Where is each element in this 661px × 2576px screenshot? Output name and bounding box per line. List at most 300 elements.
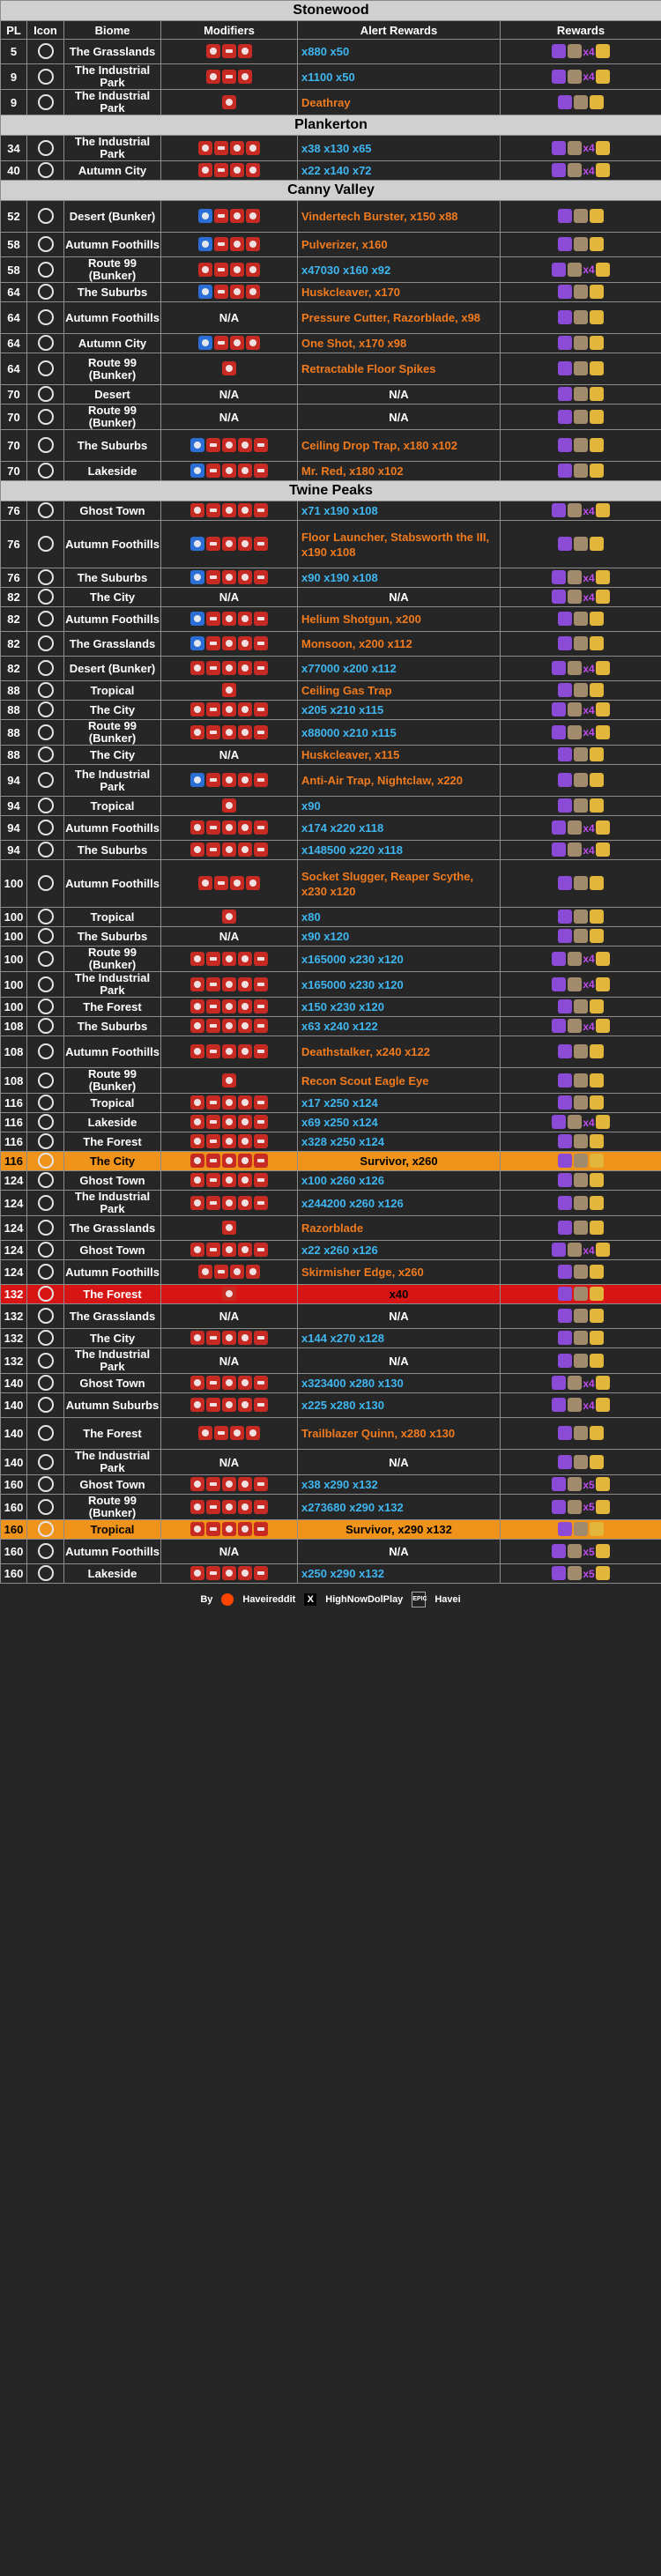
table-row[interactable] — [1, 1132, 661, 1152]
table-row[interactable] — [1, 1171, 661, 1191]
table-row[interactable] — [1, 765, 661, 797]
alert-rewards-cell — [298, 1241, 501, 1260]
table-row[interactable] — [1, 385, 661, 405]
modifier-icon — [190, 636, 204, 650]
modifier-icon — [198, 285, 212, 299]
table-row[interactable] — [1, 1393, 661, 1418]
modifier-icon — [198, 163, 212, 177]
mission-type-icon — [38, 1330, 54, 1346]
mission-type-cell — [27, 1393, 64, 1418]
hero-icon — [574, 464, 588, 478]
modifier-icon — [222, 909, 236, 924]
gold-bar-icon — [590, 1522, 604, 1536]
modifiers-cell — [161, 462, 298, 481]
modifier-icon — [246, 209, 260, 223]
table-row[interactable] — [1, 998, 661, 1017]
modifier-icon — [198, 237, 212, 251]
modifier-icon — [246, 141, 260, 155]
modifiers-cell — [161, 1495, 298, 1520]
mission-type-cell — [27, 1191, 64, 1216]
power-level: 88 — [1, 701, 27, 720]
schematic-icon — [558, 285, 572, 299]
alert-reward-text: x100 x260 x126 — [301, 1174, 384, 1187]
mission-type-cell — [27, 1171, 64, 1191]
modifier-icon — [238, 503, 252, 517]
biome-name: Lakeside — [64, 462, 161, 481]
modifier-icon — [222, 952, 236, 966]
alert-reward-text: Anti-Air Trap, Nightclaw, x220 — [301, 774, 464, 787]
mission-type-icon — [38, 702, 54, 717]
table-row[interactable] — [1, 1304, 661, 1329]
table-row[interactable] — [1, 90, 661, 115]
biome-name: The Industrial Park — [64, 1191, 161, 1216]
modifiers-cell — [161, 1564, 298, 1584]
alert-rewards-cell: N/A — [298, 588, 501, 607]
alert-rewards-cell — [298, 40, 501, 64]
col-icon: Icon — [27, 21, 64, 40]
biome-name: The Industrial Park — [64, 90, 161, 115]
table-row[interactable] — [1, 1374, 661, 1393]
modifier-icon — [206, 1398, 220, 1412]
table-row[interactable] — [1, 927, 661, 947]
power-level: 5 — [1, 40, 27, 64]
gold-bar-icon — [590, 1455, 604, 1469]
schematic-icon — [552, 702, 566, 716]
rewards-cell — [501, 405, 661, 430]
modifier-icon — [222, 1019, 236, 1033]
table-row[interactable] — [1, 1495, 661, 1520]
alert-rewards-cell — [298, 1017, 501, 1036]
modifier-icon — [238, 977, 252, 991]
schematic-icon — [558, 1265, 572, 1279]
modifier-icon — [190, 725, 204, 739]
reward-multiplier: x4 — [583, 703, 595, 716]
modifiers-cell — [161, 568, 298, 588]
modifier-icon — [222, 1196, 236, 1210]
schematic-icon — [558, 1522, 572, 1536]
table-row[interactable] — [1, 1152, 661, 1171]
gold-bar-icon — [590, 773, 604, 787]
table-row[interactable] — [1, 841, 661, 860]
gold-bar-icon — [590, 95, 604, 109]
modifiers-cell — [161, 972, 298, 998]
mission-type-cell — [27, 765, 64, 797]
modifier-icon — [254, 773, 268, 787]
alert-reward-text: Floor Launcher, Stabsworth the III, x190 x108 — [301, 530, 490, 559]
table-row[interactable] — [1, 1260, 661, 1285]
table-row[interactable] — [1, 521, 661, 568]
power-level: 94 — [1, 797, 27, 816]
gold-bar-icon — [590, 929, 604, 943]
mission-type-icon — [38, 1133, 54, 1149]
table-row[interactable] — [1, 1285, 661, 1304]
table-row[interactable] — [1, 701, 661, 720]
hero-icon — [574, 1173, 588, 1187]
mission-type-icon — [38, 1308, 54, 1324]
schematic-icon — [552, 1398, 566, 1412]
modifier-icon — [246, 1426, 260, 1440]
hero-icon — [574, 1426, 588, 1440]
table-row[interactable] — [1, 1475, 661, 1495]
table-row[interactable] — [1, 1036, 661, 1068]
schematic-icon — [558, 410, 572, 424]
table-row[interactable] — [1, 860, 661, 908]
biome-name: The Suburbs — [64, 841, 161, 860]
rewards-cell — [501, 1132, 661, 1152]
mission-type-cell — [27, 607, 64, 632]
modifier-icon — [222, 537, 236, 551]
schematic-icon — [558, 1173, 572, 1187]
table-row[interactable] — [1, 136, 661, 161]
modifier-icon — [222, 95, 236, 109]
modifier-icon — [238, 702, 252, 716]
table-row[interactable] — [1, 816, 661, 841]
alert-rewards-cell — [298, 233, 501, 257]
table-row[interactable] — [1, 1520, 661, 1540]
modifier-icon — [254, 725, 268, 739]
power-level: 124 — [1, 1260, 27, 1285]
table-row[interactable] — [1, 1216, 661, 1241]
modifier-icon — [230, 209, 244, 223]
modifiers-cell — [161, 161, 298, 181]
table-row[interactable] — [1, 64, 661, 90]
twitter-handle: HighNowDolPlay — [325, 1594, 404, 1605]
alert-reward-text: Recon Scout Eagle Eye — [301, 1073, 429, 1088]
rewards-cell — [501, 257, 661, 283]
biome-name: Ghost Town — [64, 1241, 161, 1260]
alert-reward-text: Pulverizer, x160 — [301, 238, 388, 251]
modifier-icon — [238, 570, 252, 584]
mission-type-icon — [38, 611, 54, 627]
hero-icon — [574, 798, 588, 813]
rewards-cell — [501, 1564, 661, 1584]
modifier-icon — [222, 361, 236, 375]
modifiers-cell — [161, 998, 298, 1017]
gold-bar-icon — [596, 952, 610, 966]
table-row[interactable] — [1, 257, 661, 283]
modifier-icon — [222, 683, 236, 697]
modifier-icon — [206, 999, 220, 1013]
rewards-cell — [501, 1171, 661, 1191]
mission-type-icon — [38, 1499, 54, 1515]
gold-bar-icon — [596, 1477, 610, 1491]
mission-type-cell — [27, 1418, 64, 1450]
modifiers-cell: N/A — [161, 1540, 298, 1564]
rewards-cell — [501, 1094, 661, 1113]
biome-name: Ghost Town — [64, 501, 161, 521]
table-row[interactable] — [1, 908, 661, 927]
col-alert-rewards: Alert Rewards — [298, 21, 501, 40]
table-row[interactable] — [1, 746, 661, 765]
gold-bar-icon — [590, 1196, 604, 1210]
modifiers-cell — [161, 1171, 298, 1191]
modifier-icon — [254, 438, 268, 452]
modifier-icon — [246, 237, 260, 251]
gold-bar-icon — [590, 537, 604, 551]
alert-reward-text: Pressure Cutter, Razorblade, x98 — [301, 311, 481, 324]
schematic-icon — [552, 661, 566, 675]
schematic-icon — [552, 44, 566, 58]
alert-rewards-cell — [298, 90, 501, 115]
modifier-icon — [214, 237, 228, 251]
table-row[interactable] — [1, 588, 661, 607]
schematic-icon — [558, 909, 572, 924]
table-row[interactable] — [1, 201, 661, 233]
alert-reward-text: x225 x280 x130 — [301, 1399, 384, 1412]
table-row[interactable] — [1, 632, 661, 657]
table-row[interactable] — [1, 1113, 661, 1132]
modifier-icon — [222, 725, 236, 739]
mission-type-icon — [38, 1172, 54, 1188]
gold-bar-icon — [590, 1331, 604, 1345]
modifiers-cell: N/A — [161, 405, 298, 430]
modifiers-cell — [161, 841, 298, 860]
schematic-icon — [558, 438, 572, 452]
table-row[interactable] — [1, 1191, 661, 1216]
table-row[interactable] — [1, 1068, 661, 1094]
mission-type-cell — [27, 1450, 64, 1475]
table-row[interactable] — [1, 233, 661, 257]
power-level: 94 — [1, 816, 27, 841]
mission-type-icon — [38, 660, 54, 676]
table-row[interactable] — [1, 972, 661, 998]
schematic-icon — [558, 798, 572, 813]
epic-games-icon: EPIC — [412, 1592, 426, 1607]
schematic-icon — [552, 570, 566, 584]
table-row[interactable] — [1, 1017, 661, 1036]
mission-type-icon — [38, 998, 54, 1014]
hero-icon — [574, 209, 588, 223]
mission-type-cell — [27, 701, 64, 720]
modifier-icon — [238, 843, 252, 857]
table-row[interactable] — [1, 501, 661, 521]
alert-reward-text: x40 — [389, 1288, 409, 1301]
table-row[interactable] — [1, 334, 661, 353]
gold-bar-icon — [596, 1544, 610, 1558]
table-row[interactable] — [1, 1241, 661, 1260]
hero-icon — [568, 1115, 582, 1129]
table-row[interactable] — [1, 607, 661, 632]
hero-icon — [574, 537, 588, 551]
rewards-cell — [501, 1241, 661, 1260]
table-row[interactable] — [1, 161, 661, 181]
column-headers — [1, 21, 661, 40]
power-level: 82 — [1, 632, 27, 657]
modifier-icon — [206, 612, 220, 626]
mission-type-cell — [27, 1241, 64, 1260]
table-row[interactable] — [1, 947, 661, 972]
biome-name: Desert (Bunker) — [64, 657, 161, 681]
mission-type-cell — [27, 657, 64, 681]
hero-icon — [568, 1019, 582, 1033]
schematic-icon — [558, 310, 572, 324]
alert-reward-text: Skirmisher Edge, x260 — [301, 1266, 424, 1279]
modifiers-cell — [161, 681, 298, 701]
modifier-icon — [198, 1265, 212, 1279]
alert-rewards-cell — [298, 947, 501, 972]
modifiers-cell — [161, 521, 298, 568]
rewards-cell — [501, 568, 661, 588]
gold-bar-icon — [590, 1044, 604, 1058]
modifier-icon — [190, 1500, 204, 1514]
power-level: 132 — [1, 1348, 27, 1374]
modifier-icon — [206, 537, 220, 551]
power-level: 140 — [1, 1418, 27, 1450]
hero-icon — [574, 636, 588, 650]
modifier-icon — [254, 570, 268, 584]
modifier-icon — [222, 820, 236, 835]
gold-bar-icon — [596, 70, 610, 84]
hero-icon — [568, 1544, 582, 1558]
gold-bar-icon — [590, 410, 604, 424]
rewards-cell — [501, 302, 661, 334]
modifier-icon — [238, 773, 252, 787]
rewards-cell — [501, 657, 661, 681]
modifiers-cell — [161, 1068, 298, 1094]
modifiers-cell — [161, 501, 298, 521]
table-row[interactable] — [1, 283, 661, 302]
mission-type-cell — [27, 1132, 64, 1152]
modifier-icon — [190, 537, 204, 551]
hero-icon — [574, 1154, 588, 1168]
alert-reward-text: x328 x250 x124 — [301, 1135, 384, 1148]
hero-icon — [568, 1243, 582, 1257]
table-row[interactable] — [1, 1348, 661, 1374]
schematic-icon — [558, 537, 572, 551]
table-row[interactable] — [1, 1418, 661, 1450]
modifier-icon — [190, 503, 204, 517]
table-row[interactable] — [1, 681, 661, 701]
mission-type-cell — [27, 1260, 64, 1285]
table-row[interactable] — [1, 353, 661, 385]
hero-icon — [568, 725, 582, 739]
alert-rewards-cell — [298, 765, 501, 797]
hero-icon — [574, 310, 588, 324]
modifiers-cell — [161, 908, 298, 927]
table-row[interactable] — [1, 1540, 661, 1564]
mission-type-icon — [38, 682, 54, 698]
modifier-icon — [206, 702, 220, 716]
alert-rewards-cell — [298, 201, 501, 233]
biome-name: Autumn Foothills — [64, 607, 161, 632]
power-level: 34 — [1, 136, 27, 161]
table-row[interactable] — [1, 1094, 661, 1113]
rewards-cell — [501, 841, 661, 860]
gold-bar-icon — [590, 1073, 604, 1088]
modifier-icon — [206, 503, 220, 517]
table-row[interactable] — [1, 1450, 661, 1475]
reward-multiplier: x4 — [583, 164, 595, 177]
modifier-icon — [198, 1426, 212, 1440]
power-level: 140 — [1, 1374, 27, 1393]
hero-icon — [568, 820, 582, 835]
modifiers-cell: N/A — [161, 927, 298, 947]
table-row[interactable] — [1, 462, 661, 481]
modifier-icon — [190, 1331, 204, 1345]
mission-type-icon — [38, 820, 54, 835]
modifier-icon — [206, 1522, 220, 1536]
biome-name: The City — [64, 701, 161, 720]
reward-multiplier: x4 — [583, 977, 595, 991]
table-row[interactable] — [1, 797, 661, 816]
gold-bar-icon — [590, 1265, 604, 1279]
alert-rewards-cell — [298, 1132, 501, 1152]
table-row[interactable] — [1, 40, 661, 64]
mission-type-cell — [27, 816, 64, 841]
biome-name: The Grasslands — [64, 1304, 161, 1329]
schematic-icon — [552, 977, 566, 991]
schematic-icon — [552, 163, 566, 177]
table-row[interactable] — [1, 657, 661, 681]
modifier-icon — [254, 464, 268, 478]
alert-reward-text: x1100 x50 — [301, 70, 355, 84]
modifier-icon — [254, 1154, 268, 1168]
biome-name: Route 99 (Bunker) — [64, 353, 161, 385]
modifier-icon — [238, 820, 252, 835]
modifier-icon — [206, 1154, 220, 1168]
table-row[interactable] — [1, 1329, 661, 1348]
alert-reward-text: Survivor, x260 — [360, 1154, 438, 1168]
gold-bar-icon — [596, 1566, 610, 1580]
modifier-icon — [222, 1073, 236, 1088]
mission-type-cell — [27, 462, 64, 481]
modifier-icon — [254, 612, 268, 626]
power-level: 124 — [1, 1191, 27, 1216]
alert-rewards-cell — [298, 720, 501, 746]
modifier-icon — [230, 285, 244, 299]
table-row[interactable] — [1, 568, 661, 588]
table-row[interactable] — [1, 302, 661, 334]
alert-rewards-cell — [298, 816, 501, 841]
modifier-icon — [198, 263, 212, 277]
table-row[interactable] — [1, 405, 661, 430]
mission-type-icon — [38, 724, 54, 740]
table-row[interactable] — [1, 1564, 661, 1584]
modifier-icon — [254, 1500, 268, 1514]
mission-type-cell — [27, 136, 64, 161]
modifiers-cell — [161, 720, 298, 746]
hero-icon — [574, 612, 588, 626]
biome-name: Lakeside — [64, 1564, 161, 1584]
modifier-icon — [254, 1243, 268, 1257]
section-header-stonewood — [1, 1, 661, 21]
modifier-icon — [222, 503, 236, 517]
alert-rewards-cell — [298, 136, 501, 161]
alert-reward-text: x205 x210 x115 — [301, 703, 384, 716]
mission-type-icon — [38, 1286, 54, 1302]
modifier-icon — [190, 1044, 204, 1058]
table-row[interactable] — [1, 720, 661, 746]
alert-rewards-cell — [298, 1171, 501, 1191]
schematic-icon — [558, 1196, 572, 1210]
table-row[interactable] — [1, 430, 661, 462]
alert-reward-text: Deathray — [301, 95, 351, 109]
biome-name: The Forest — [64, 1418, 161, 1450]
modifier-icon — [206, 1243, 220, 1257]
modifier-icon — [206, 843, 220, 857]
power-level: 116 — [1, 1152, 27, 1171]
rewards-cell — [501, 1152, 661, 1171]
modifier-icon — [246, 263, 260, 277]
alert-rewards-cell: N/A — [298, 1540, 501, 1564]
alert-rewards-cell — [298, 521, 501, 568]
modifier-icon — [238, 1044, 252, 1058]
power-level: 124 — [1, 1171, 27, 1191]
modifier-icon — [254, 1173, 268, 1187]
alert-rewards-cell — [298, 568, 501, 588]
biome-name: Autumn City — [64, 161, 161, 181]
schematic-icon — [558, 1095, 572, 1110]
